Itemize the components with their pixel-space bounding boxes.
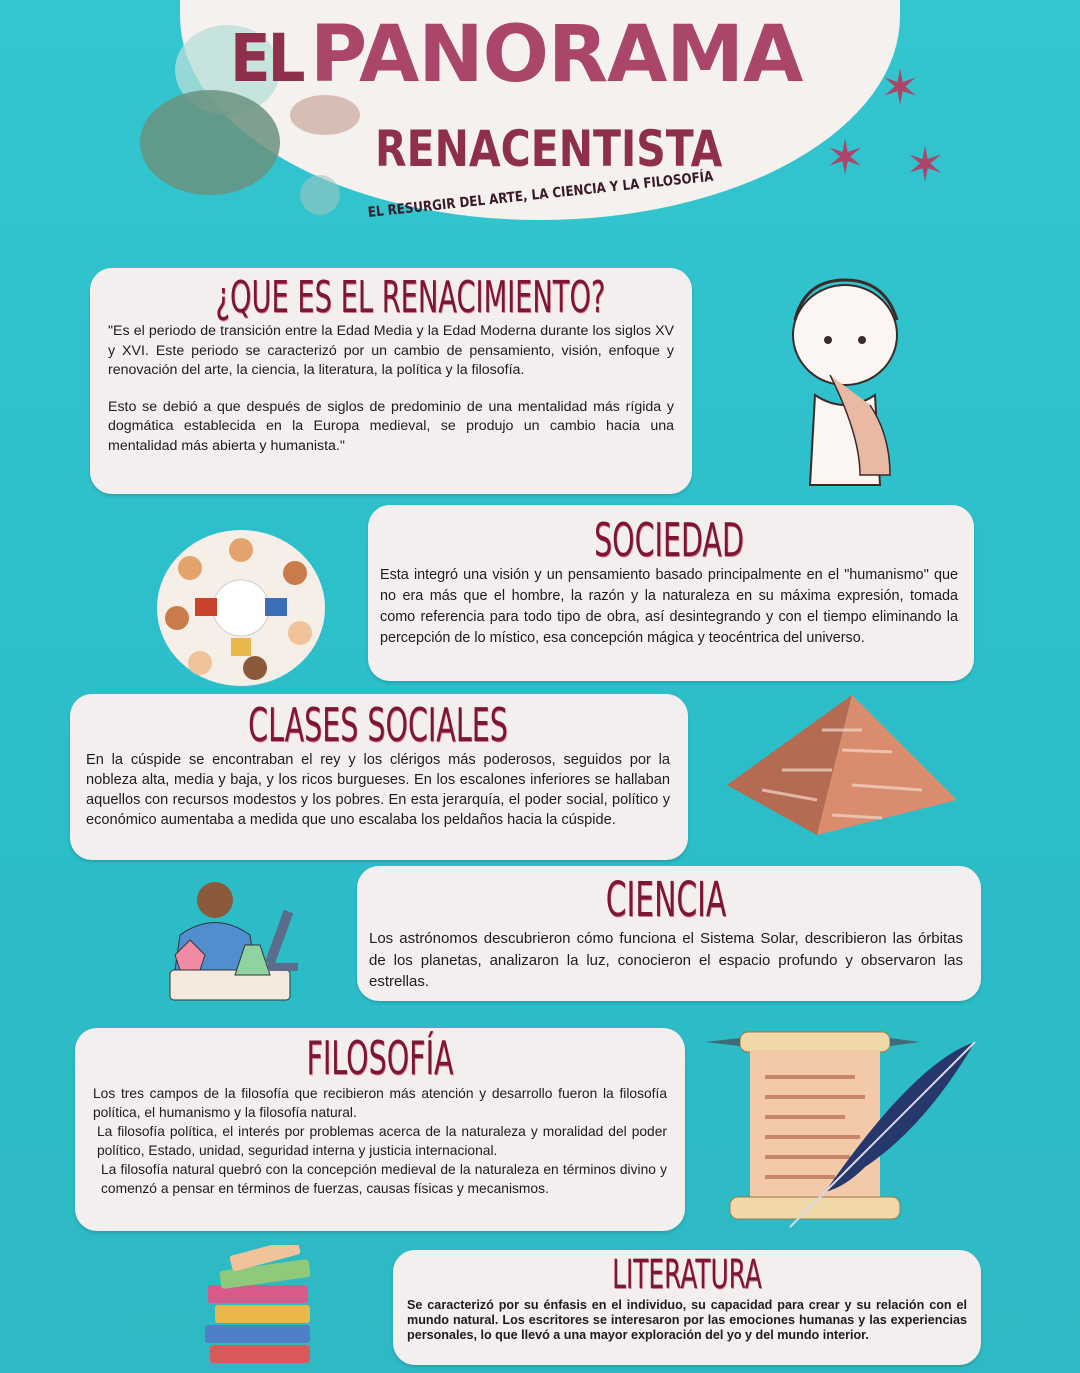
section-paragraph: Los astrónomos descubrieron cómo funciona el Sistema Solar, describieron las órbitas de los planetas, analizaron la luz, conocieron el espacio profundo y observaron las estrellas. xyxy=(369,930,963,990)
section-paragraph: La filosofía natural quebró con la concepción medieval de la naturaleza en términos divino y comenzó a pensar en términos de fuerzas, causas físicas y mecanismos. xyxy=(101,1162,667,1196)
section-paragraph: En la cúspide se encontraban el rey y los clérigos más poderosos, seguidos por la nobleza alta, media y baja, y los ricos burgueses. En los escalones inferiores se hallaban aquellos con recursos modestos y los pobres. En esta jerarquía, el poder social, político y económico aumentaba a medida que uno escalaba los peldaños hacia la cúspide. xyxy=(86,752,670,828)
decorative-blob xyxy=(140,90,280,195)
section-heading: FILOSOFÍA xyxy=(306,1031,454,1085)
section-paragraph: "Es el periodo de transición entre la Edad Media y la Edad Moderna durante los siglos XV y XVI. Este periodo se caracterizó por un cambio de pensamiento, visión, enfoque y renovación del arte, la ciencia, la literatura, la política y la filosofía. xyxy=(108,323,674,378)
title-prefix: EL xyxy=(230,20,303,97)
section-paragraph: Se caracterizó por su énfasis en el individuo, su capacidad para crear y su relación con el mundo natural. Los escritores se interesaron por las emociones humanas y las experiencias personales, lo que llevó a una mayor exploración del yo y del mundo interior. xyxy=(407,1298,967,1342)
david-statue-icon xyxy=(770,275,920,495)
section-paragraph: La filosofía política, el interés por problemas acerca de la naturaleza y moralidad del poder político, Estado, unidad, seguridad interna y justicia internacional. xyxy=(97,1124,667,1158)
book-stack-icon xyxy=(200,1245,330,1370)
decorative-blob xyxy=(300,175,340,215)
star-icon: ✶ xyxy=(905,139,946,192)
card-renacimiento xyxy=(90,268,692,494)
section-paragraph: Esto se debió a que después de siglos de predominio de una mentalidad más rígida y dogmática establecida en la Europa medieval, se produjo un cambio hacia una mentalidad más abierta y humanista." xyxy=(108,398,674,454)
card-ciencia xyxy=(357,866,981,1001)
tagline: EL RESURGIR DEL ARTE, LA CIENCIA Y LA FILOSOFÍA xyxy=(367,168,715,221)
card-literatura xyxy=(393,1250,981,1365)
star-icon: ✶ xyxy=(880,62,921,115)
pyramid-icon xyxy=(722,690,962,840)
page-title: PANORAMA xyxy=(310,10,803,100)
people-circle-icon xyxy=(155,528,327,688)
card-filosofia xyxy=(75,1028,685,1231)
section-heading: ¿QUE ES EL RENACIMIENTO? xyxy=(215,272,606,323)
section-heading: CLASES SOCIALES xyxy=(248,698,508,752)
page-subtitle: RENACENTISTA xyxy=(375,120,723,178)
star-icon: ✶ xyxy=(825,132,866,185)
scroll-quill-icon xyxy=(705,1022,985,1232)
section-heading: CIENCIA xyxy=(605,872,727,928)
section-heading: LITERATURA xyxy=(612,1252,762,1298)
card-sociedad xyxy=(368,505,974,681)
scientist-microscope-icon xyxy=(150,875,310,1005)
section-paragraph: Esta integró una visión y un pensamiento basado principalmente en el "humanismo" que no era más que el hombre, la razón y la naturaleza en su máxima expresión, tomada como referencia para todo tipo de obra, así desintegrando y con el tiempo eliminando la percepción de lo místico, esa concepción mágica y teocéntrica del universo. xyxy=(380,567,958,646)
card-clases-sociales xyxy=(70,694,688,860)
decorative-blob xyxy=(290,95,360,135)
section-heading: SOCIEDAD xyxy=(594,513,744,567)
section-paragraph: Los tres campos de la filosofía que recibieron más atención y desarrollo fueron la filosofía política, el humanismo y la filosofía natural. xyxy=(93,1086,667,1120)
